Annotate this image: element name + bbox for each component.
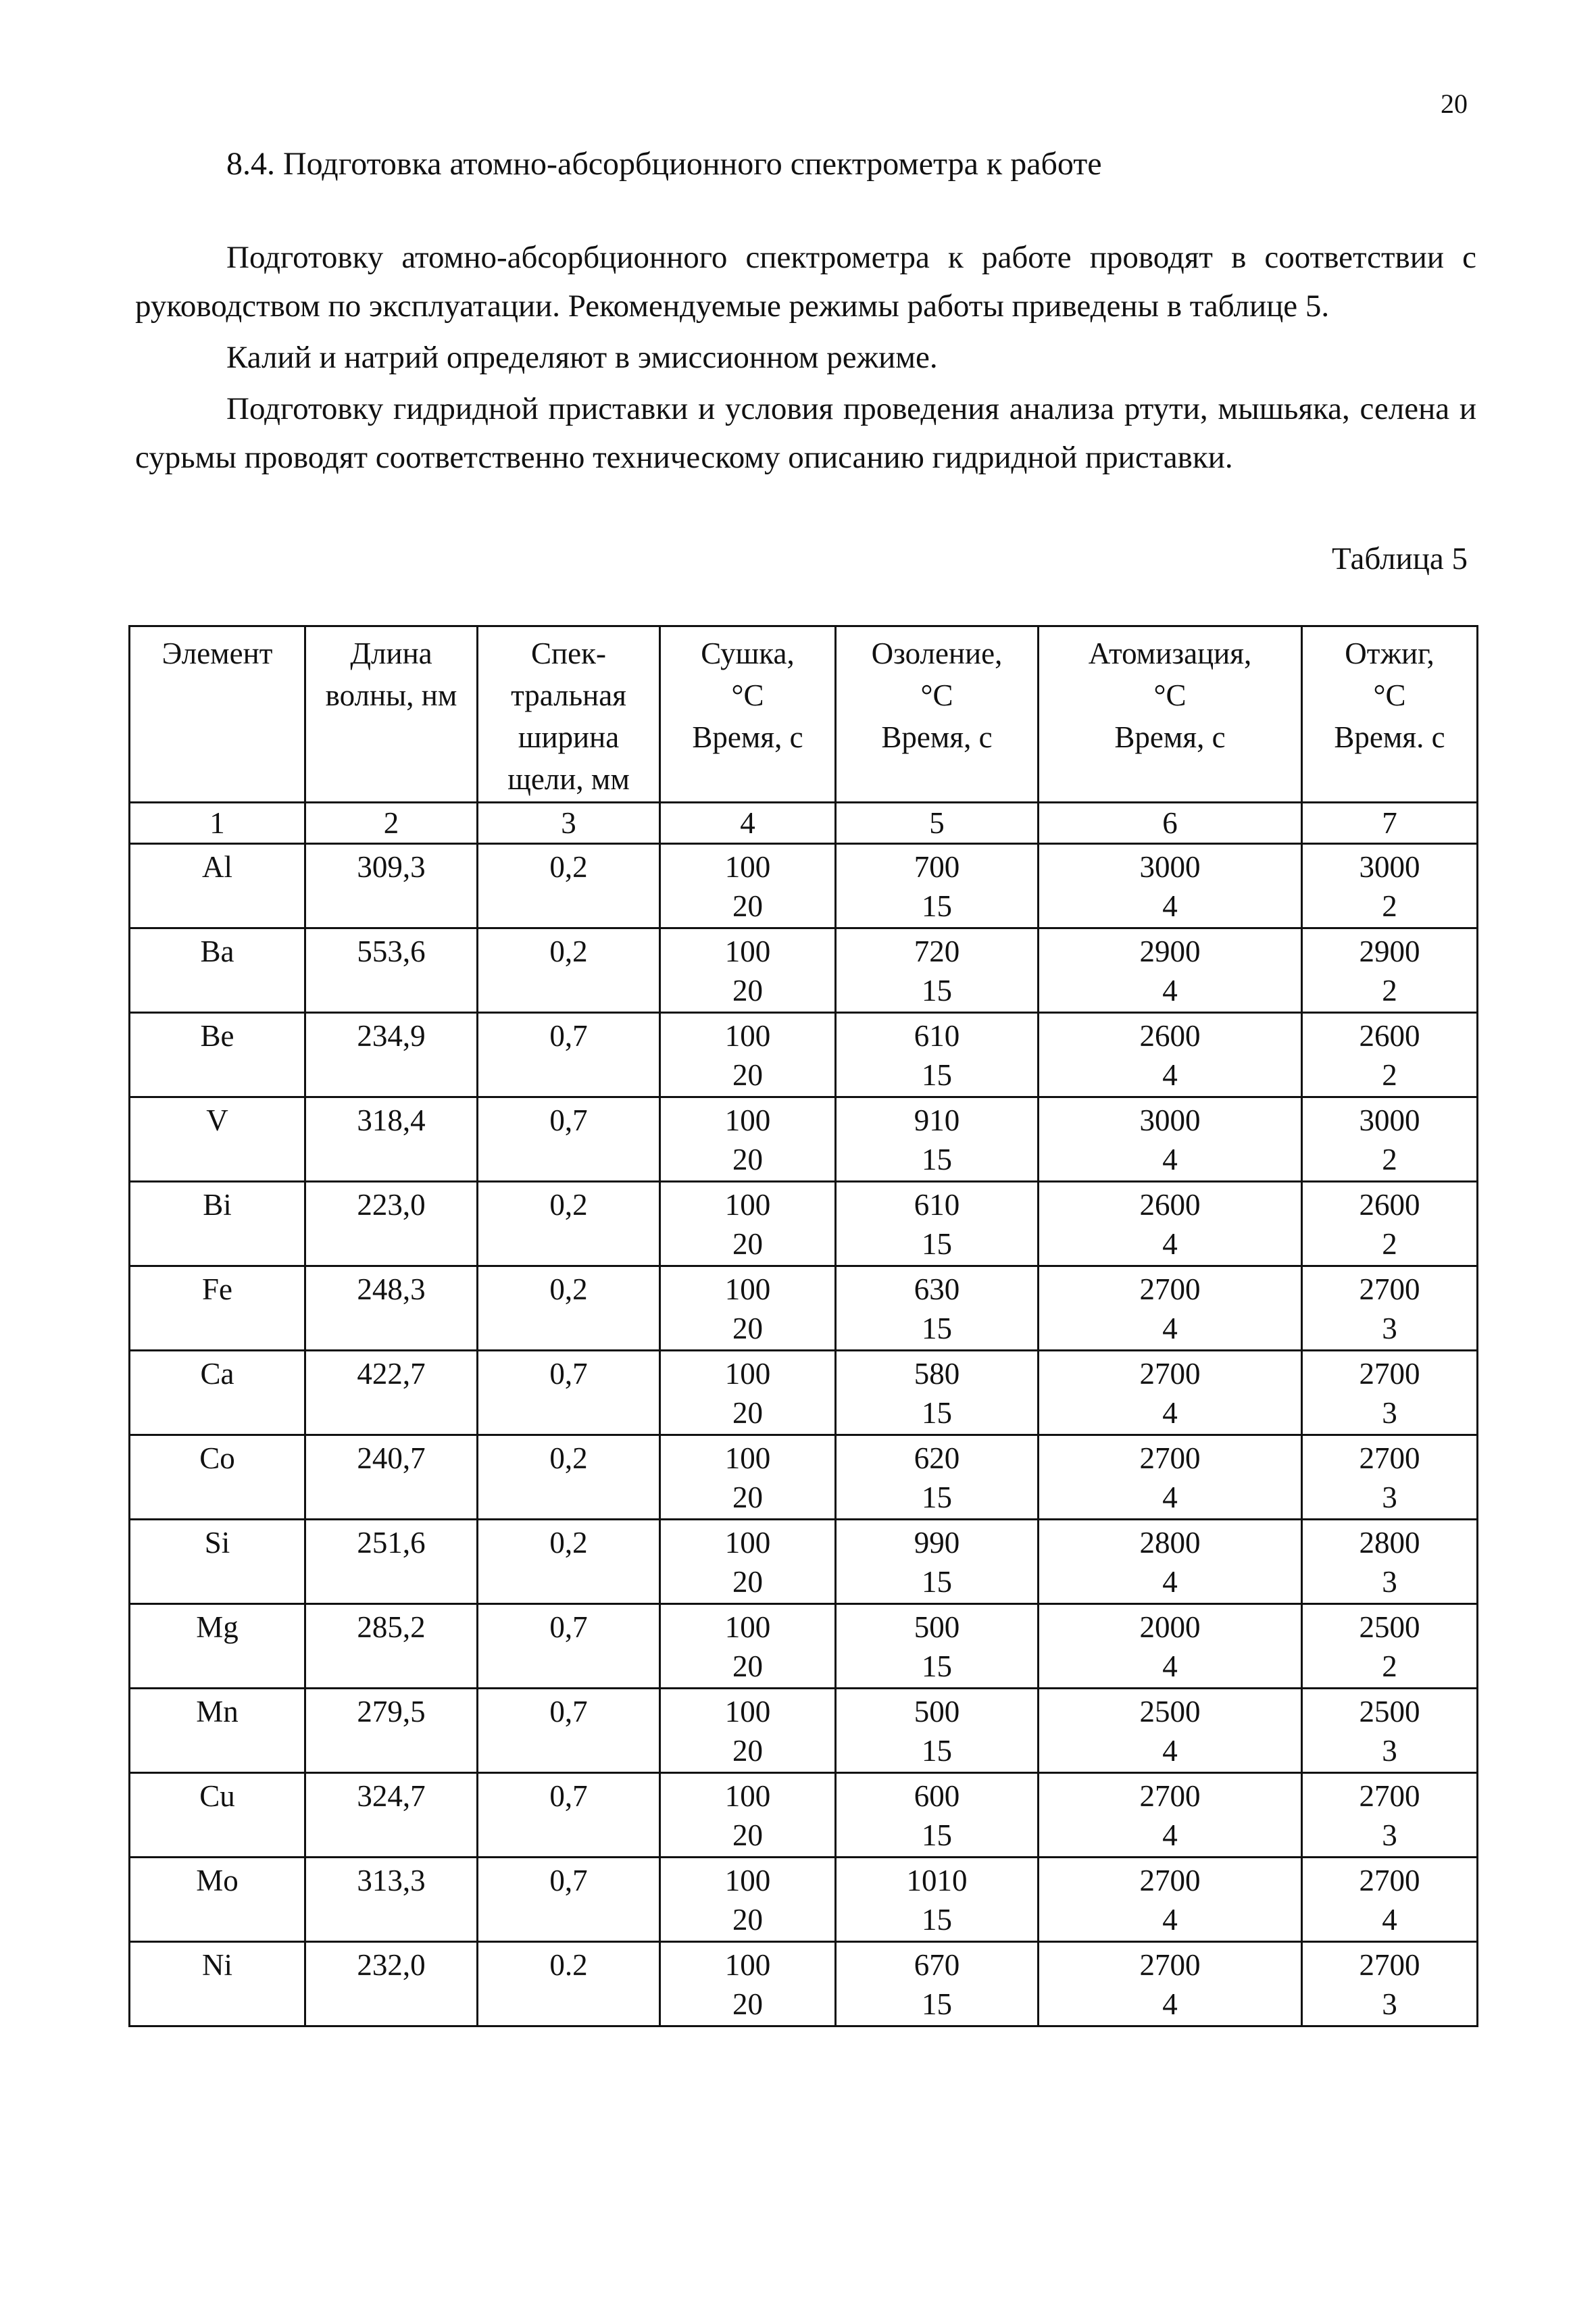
header-line: Время, с bbox=[692, 720, 803, 754]
header-element bbox=[130, 626, 305, 803]
value-pair-cell bbox=[660, 1689, 836, 1773]
table-row bbox=[130, 1520, 1478, 1604]
value-pair-cell bbox=[1302, 1689, 1478, 1773]
element-cell: Mn bbox=[130, 1689, 305, 1773]
value-pair-cell bbox=[1039, 928, 1302, 1013]
value-pair-cell bbox=[1302, 1351, 1478, 1435]
column-number-cell: 5 bbox=[836, 803, 1039, 844]
ashing-temp: 630 bbox=[914, 1272, 960, 1306]
annealing-time: 2 bbox=[1382, 1649, 1397, 1683]
element-cell: Co bbox=[130, 1435, 305, 1520]
column-number-cell: 6 bbox=[1039, 803, 1302, 844]
ashing-time: 15 bbox=[922, 1903, 952, 1937]
value-pair-cell bbox=[1302, 1604, 1478, 1689]
atomization-temp: 2700 bbox=[1139, 1441, 1201, 1475]
slit-width-cell: 0,7 bbox=[478, 1351, 660, 1435]
paragraph: Подготовку атомно-абсорбционного спектрометра к работе проводят в соответствии с руководством по эксплуатации. Рекомендуемые режимы работы приведены в таблице 5. bbox=[135, 240, 1476, 324]
element-cell: Fe bbox=[130, 1266, 305, 1351]
ashing-temp: 910 bbox=[914, 1103, 960, 1137]
value-pair-cell bbox=[1039, 1942, 1302, 2026]
value-pair-cell bbox=[836, 1266, 1039, 1351]
value-pair-cell bbox=[660, 1858, 836, 1942]
value-pair-cell bbox=[1039, 1520, 1302, 1604]
value-pair-cell bbox=[660, 1435, 836, 1520]
atomization-temp: 2700 bbox=[1139, 1272, 1201, 1306]
slit-width-cell: 0,2 bbox=[478, 844, 660, 928]
ashing-time: 15 bbox=[922, 1312, 952, 1345]
wavelength-cell: 251,6 bbox=[305, 1520, 478, 1604]
drying-time: 20 bbox=[732, 1058, 763, 1092]
drying-temp: 100 bbox=[724, 1864, 771, 1897]
value-pair-cell bbox=[1302, 928, 1478, 1013]
ashing-time: 15 bbox=[922, 974, 952, 1007]
table-row bbox=[130, 1604, 1478, 1689]
ashing-time: 15 bbox=[922, 1480, 952, 1514]
annealing-time: 3 bbox=[1382, 1312, 1397, 1345]
ashing-temp: 500 bbox=[914, 1610, 960, 1644]
value-pair-cell bbox=[660, 1773, 836, 1858]
header-wavelength bbox=[305, 626, 478, 803]
ashing-temp: 600 bbox=[914, 1779, 960, 1813]
ashing-time: 15 bbox=[922, 1058, 952, 1092]
value-pair-cell bbox=[836, 1182, 1039, 1266]
element-cell: Ca bbox=[130, 1351, 305, 1435]
ashing-time: 15 bbox=[922, 889, 952, 923]
table-row bbox=[130, 844, 1478, 928]
annealing-temp: 2500 bbox=[1359, 1610, 1420, 1644]
slit-width-cell: 0,7 bbox=[478, 1604, 660, 1689]
annealing-time: 2 bbox=[1382, 1143, 1397, 1176]
value-pair-cell bbox=[836, 1773, 1039, 1858]
value-pair-cell bbox=[1302, 1097, 1478, 1182]
table-row bbox=[130, 1351, 1478, 1435]
header-line: Время, с bbox=[1114, 720, 1226, 754]
value-pair-cell bbox=[836, 1604, 1039, 1689]
drying-temp: 100 bbox=[724, 850, 771, 884]
annealing-temp: 2600 bbox=[1359, 1019, 1420, 1053]
atomization-time: 4 bbox=[1162, 1143, 1178, 1176]
atomization-temp: 3000 bbox=[1139, 1103, 1201, 1137]
ashing-time: 15 bbox=[922, 1227, 952, 1261]
value-pair-cell bbox=[1302, 1858, 1478, 1942]
atomization-temp: 2700 bbox=[1139, 1864, 1201, 1897]
header-ashing bbox=[836, 626, 1039, 803]
atomization-time: 4 bbox=[1162, 1565, 1178, 1599]
table-row bbox=[130, 1858, 1478, 1942]
slit-width-cell: 0,7 bbox=[478, 1097, 660, 1182]
drying-time: 20 bbox=[732, 974, 763, 1007]
drying-temp: 100 bbox=[724, 1357, 771, 1391]
ashing-temp: 610 bbox=[914, 1188, 960, 1222]
drying-temp: 100 bbox=[724, 1441, 771, 1475]
table-header-row bbox=[130, 626, 1478, 803]
ashing-temp: 670 bbox=[914, 1948, 960, 1982]
element-cell: V bbox=[130, 1097, 305, 1182]
annealing-temp: 2800 bbox=[1359, 1526, 1420, 1560]
value-pair-cell bbox=[836, 844, 1039, 928]
table-row bbox=[130, 928, 1478, 1013]
wavelength-cell: 232,0 bbox=[305, 1942, 478, 2026]
ashing-time: 15 bbox=[922, 1396, 952, 1430]
annealing-temp: 2700 bbox=[1359, 1357, 1420, 1391]
atomization-time: 4 bbox=[1162, 1734, 1178, 1768]
ashing-temp: 700 bbox=[914, 850, 960, 884]
atomization-temp: 3000 bbox=[1139, 850, 1201, 884]
header-line: волны, нм bbox=[325, 678, 457, 712]
value-pair-cell bbox=[836, 1097, 1039, 1182]
value-pair-cell bbox=[1302, 844, 1478, 928]
column-number-cell: 2 bbox=[305, 803, 478, 844]
element-cell: Ni bbox=[130, 1942, 305, 2026]
header-line: ширина bbox=[518, 720, 620, 754]
atomization-temp: 2700 bbox=[1139, 1357, 1201, 1391]
annealing-temp: 2900 bbox=[1359, 935, 1420, 968]
wavelength-cell: 240,7 bbox=[305, 1435, 478, 1520]
value-pair-cell bbox=[1039, 1435, 1302, 1520]
header-annealing bbox=[1302, 626, 1478, 803]
element-cell: Si bbox=[130, 1520, 305, 1604]
value-pair-cell bbox=[1302, 1520, 1478, 1604]
annealing-time: 3 bbox=[1382, 1734, 1397, 1768]
value-pair-cell bbox=[660, 1942, 836, 2026]
wavelength-cell: 285,2 bbox=[305, 1604, 478, 1689]
element-cell: Mo bbox=[130, 1858, 305, 1942]
table-row bbox=[130, 1773, 1478, 1858]
value-pair-cell bbox=[836, 1520, 1039, 1604]
value-pair-cell bbox=[1302, 1773, 1478, 1858]
value-pair-cell bbox=[1039, 1604, 1302, 1689]
value-pair-cell bbox=[1302, 1266, 1478, 1351]
atomization-time: 4 bbox=[1162, 1649, 1178, 1683]
value-pair-cell bbox=[1302, 1942, 1478, 2026]
table-label: Таблица 5 bbox=[1331, 541, 1468, 576]
value-pair-cell bbox=[1039, 1858, 1302, 1942]
drying-time: 20 bbox=[732, 1649, 763, 1683]
wavelength-cell: 223,0 bbox=[305, 1182, 478, 1266]
slit-width-cell: 0.2 bbox=[478, 1942, 660, 2026]
value-pair-cell bbox=[836, 1435, 1039, 1520]
ashing-temp: 500 bbox=[914, 1695, 960, 1728]
annealing-time: 2 bbox=[1382, 1058, 1397, 1092]
atomization-time: 4 bbox=[1162, 1818, 1178, 1852]
atomization-time: 4 bbox=[1162, 1227, 1178, 1261]
annealing-temp: 2700 bbox=[1359, 1779, 1420, 1813]
value-pair-cell bbox=[660, 1520, 836, 1604]
slit-width-cell: 0,2 bbox=[478, 1266, 660, 1351]
annealing-time: 4 bbox=[1382, 1903, 1397, 1937]
table-row bbox=[130, 1266, 1478, 1351]
atomization-time: 4 bbox=[1162, 1312, 1178, 1345]
value-pair-cell bbox=[1302, 1182, 1478, 1266]
drying-time: 20 bbox=[732, 889, 763, 923]
slit-width-cell: 0,2 bbox=[478, 1520, 660, 1604]
slit-width-cell: 0,7 bbox=[478, 1773, 660, 1858]
body-text bbox=[135, 233, 1476, 484]
header-line: °C bbox=[731, 678, 764, 712]
drying-temp: 100 bbox=[724, 1019, 771, 1053]
atomization-temp: 2900 bbox=[1139, 935, 1201, 968]
atomization-temp: 2000 bbox=[1139, 1610, 1201, 1644]
atomization-time: 4 bbox=[1162, 974, 1178, 1007]
wavelength-cell: 313,3 bbox=[305, 1858, 478, 1942]
ashing-time: 15 bbox=[922, 1818, 952, 1852]
atomization-temp: 2700 bbox=[1139, 1948, 1201, 1982]
value-pair-cell bbox=[1039, 1351, 1302, 1435]
ashing-time: 15 bbox=[922, 1565, 952, 1599]
slit-width-cell: 0,7 bbox=[478, 1013, 660, 1097]
wavelength-cell: 248,3 bbox=[305, 1266, 478, 1351]
header-line: °C bbox=[1153, 678, 1187, 712]
slit-width-cell: 0,2 bbox=[478, 928, 660, 1013]
value-pair-cell bbox=[660, 1013, 836, 1097]
ashing-temp: 620 bbox=[914, 1441, 960, 1475]
drying-temp: 100 bbox=[724, 1779, 771, 1813]
drying-temp: 100 bbox=[724, 1948, 771, 1982]
ashing-temp: 580 bbox=[914, 1357, 960, 1391]
atomization-time: 4 bbox=[1162, 1396, 1178, 1430]
header-line: Время, с bbox=[881, 720, 993, 754]
annealing-temp: 2700 bbox=[1359, 1441, 1420, 1475]
atomization-temp: 2600 bbox=[1139, 1188, 1201, 1222]
slit-width-cell: 0,2 bbox=[478, 1435, 660, 1520]
value-pair-cell bbox=[660, 1182, 836, 1266]
header-line: Длина bbox=[350, 637, 432, 670]
header-line: Время. с bbox=[1334, 720, 1445, 754]
atomization-temp: 2800 bbox=[1139, 1526, 1201, 1560]
atomization-time: 4 bbox=[1162, 889, 1178, 923]
header-slit-width bbox=[478, 626, 660, 803]
atomization-time: 4 bbox=[1162, 1058, 1178, 1092]
column-number-cell: 3 bbox=[478, 803, 660, 844]
annealing-temp: 3000 bbox=[1359, 1103, 1420, 1137]
column-number-cell: 7 bbox=[1302, 803, 1478, 844]
drying-temp: 100 bbox=[724, 1188, 771, 1222]
header-line: Атомизация, bbox=[1088, 637, 1252, 670]
wavelength-cell: 553,6 bbox=[305, 928, 478, 1013]
header-line: Озоление, bbox=[871, 637, 1003, 670]
annealing-time: 3 bbox=[1382, 1818, 1397, 1852]
atomization-time: 4 bbox=[1162, 1480, 1178, 1514]
atomization-temp: 2600 bbox=[1139, 1019, 1201, 1053]
element-cell: Be bbox=[130, 1013, 305, 1097]
value-pair-cell bbox=[660, 1266, 836, 1351]
element-cell: Al bbox=[130, 844, 305, 928]
header-drying bbox=[660, 626, 836, 803]
column-number-cell: 4 bbox=[660, 803, 836, 844]
value-pair-cell bbox=[1039, 844, 1302, 928]
wavelength-cell: 318,4 bbox=[305, 1097, 478, 1182]
column-number-cell: 1 bbox=[130, 803, 305, 844]
value-pair-cell bbox=[836, 1858, 1039, 1942]
slit-width-cell: 0,2 bbox=[478, 1182, 660, 1266]
value-pair-cell bbox=[1039, 1182, 1302, 1266]
ashing-time: 15 bbox=[922, 1143, 952, 1176]
ashing-temp: 720 bbox=[914, 935, 960, 968]
header-line: тральная bbox=[511, 678, 626, 712]
header-line: Элемент bbox=[161, 637, 273, 670]
drying-time: 20 bbox=[732, 1734, 763, 1768]
drying-temp: 100 bbox=[724, 1103, 771, 1137]
drying-temp: 100 bbox=[724, 935, 771, 968]
annealing-temp: 2600 bbox=[1359, 1188, 1420, 1222]
annealing-temp: 2700 bbox=[1359, 1864, 1420, 1897]
paragraph: Калий и натрий определяют в эмиссионном режиме. bbox=[226, 340, 938, 375]
table-row bbox=[130, 1097, 1478, 1182]
header-line: Сушка, bbox=[701, 637, 795, 670]
drying-temp: 100 bbox=[724, 1526, 771, 1560]
annealing-temp: 3000 bbox=[1359, 850, 1420, 884]
table-row bbox=[130, 1013, 1478, 1097]
drying-time: 20 bbox=[732, 1396, 763, 1430]
wavelength-cell: 279,5 bbox=[305, 1689, 478, 1773]
header-line: °C bbox=[920, 678, 953, 712]
drying-time: 20 bbox=[732, 1480, 763, 1514]
value-pair-cell bbox=[836, 928, 1039, 1013]
modes-table bbox=[128, 625, 1478, 2027]
annealing-time: 2 bbox=[1382, 889, 1397, 923]
ashing-time: 15 bbox=[922, 1734, 952, 1768]
element-cell: Mg bbox=[130, 1604, 305, 1689]
value-pair-cell bbox=[660, 844, 836, 928]
paragraph: Подготовку гидридной приставки и условия проведения анализа ртути, мышьяка, селена и сурьмы проводят соответственно техническому описанию гидридной приставки. bbox=[135, 391, 1476, 475]
value-pair-cell bbox=[1302, 1013, 1478, 1097]
wavelength-cell: 422,7 bbox=[305, 1351, 478, 1435]
value-pair-cell bbox=[836, 1942, 1039, 2026]
value-pair-cell bbox=[1039, 1689, 1302, 1773]
annealing-time: 3 bbox=[1382, 1565, 1397, 1599]
slit-width-cell: 0,7 bbox=[478, 1858, 660, 1942]
element-cell: Cu bbox=[130, 1773, 305, 1858]
drying-time: 20 bbox=[732, 1987, 763, 2021]
table-row bbox=[130, 1689, 1478, 1773]
element-cell: Bi bbox=[130, 1182, 305, 1266]
ashing-time: 15 bbox=[922, 1987, 952, 2021]
header-atomization bbox=[1039, 626, 1302, 803]
annealing-temp: 2700 bbox=[1359, 1272, 1420, 1306]
drying-time: 20 bbox=[732, 1312, 763, 1345]
drying-time: 20 bbox=[732, 1565, 763, 1599]
drying-time: 20 bbox=[732, 1143, 763, 1176]
value-pair-cell bbox=[1039, 1266, 1302, 1351]
value-pair-cell bbox=[660, 928, 836, 1013]
drying-temp: 100 bbox=[724, 1610, 771, 1644]
wavelength-cell: 234,9 bbox=[305, 1013, 478, 1097]
value-pair-cell bbox=[836, 1351, 1039, 1435]
drying-temp: 100 bbox=[724, 1695, 771, 1728]
annealing-time: 3 bbox=[1382, 1396, 1397, 1430]
atomization-temp: 2500 bbox=[1139, 1695, 1201, 1728]
slit-width-cell: 0,7 bbox=[478, 1689, 660, 1773]
value-pair-cell bbox=[836, 1013, 1039, 1097]
annealing-time: 3 bbox=[1382, 1480, 1397, 1514]
wavelength-cell: 324,7 bbox=[305, 1773, 478, 1858]
annealing-temp: 2700 bbox=[1359, 1948, 1420, 1982]
element-cell: Ba bbox=[130, 928, 305, 1013]
value-pair-cell bbox=[1039, 1097, 1302, 1182]
value-pair-cell bbox=[1302, 1435, 1478, 1520]
header-line: Отжиг, bbox=[1345, 637, 1435, 670]
table-row bbox=[130, 1435, 1478, 1520]
value-pair-cell bbox=[836, 1689, 1039, 1773]
wavelength-cell: 309,3 bbox=[305, 844, 478, 928]
value-pair-cell bbox=[1039, 1773, 1302, 1858]
drying-time: 20 bbox=[732, 1818, 763, 1852]
header-line: °C bbox=[1373, 678, 1406, 712]
ashing-temp: 990 bbox=[914, 1526, 960, 1560]
table-row bbox=[130, 1942, 1478, 2026]
table-row bbox=[130, 1182, 1478, 1266]
column-number-row bbox=[130, 803, 1478, 844]
ashing-time: 15 bbox=[922, 1649, 952, 1683]
annealing-temp: 2500 bbox=[1359, 1695, 1420, 1728]
header-line: Спек- bbox=[531, 637, 606, 670]
annealing-time: 3 bbox=[1382, 1987, 1397, 2021]
header-line: щели, мм bbox=[507, 762, 630, 796]
annealing-time: 2 bbox=[1382, 1227, 1397, 1261]
atomization-temp: 2700 bbox=[1139, 1779, 1201, 1813]
page-number: 20 bbox=[1441, 89, 1468, 119]
value-pair-cell bbox=[1039, 1013, 1302, 1097]
atomization-time: 4 bbox=[1162, 1987, 1178, 2021]
atomization-time: 4 bbox=[1162, 1903, 1178, 1937]
drying-time: 20 bbox=[732, 1227, 763, 1261]
ashing-temp: 610 bbox=[914, 1019, 960, 1053]
value-pair-cell bbox=[660, 1351, 836, 1435]
ashing-temp: 1010 bbox=[906, 1864, 968, 1897]
value-pair-cell bbox=[660, 1604, 836, 1689]
drying-temp: 100 bbox=[724, 1272, 771, 1306]
value-pair-cell bbox=[660, 1097, 836, 1182]
section-heading: 8.4. Подготовка атомно-абсорбционного спектрометра к работе bbox=[226, 146, 1102, 182]
drying-time: 20 bbox=[732, 1903, 763, 1937]
annealing-time: 2 bbox=[1382, 974, 1397, 1007]
